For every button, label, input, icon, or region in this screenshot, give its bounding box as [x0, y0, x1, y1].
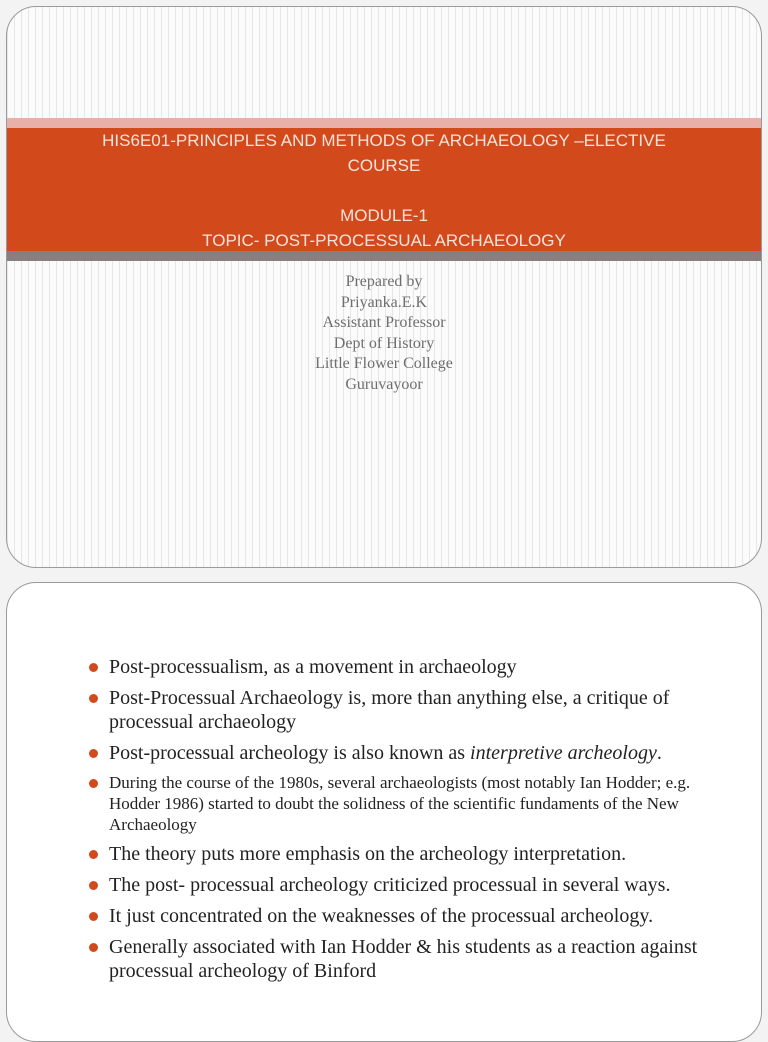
list-item: Post-processual archeology is also known as interpretive archeology.	[87, 741, 727, 765]
title-line-course-code: HIS6E01-PRINCIPLES AND METHODS OF ARCHAEOLOGY –ELECTIVE	[102, 131, 666, 150]
slide-2-content	[6, 582, 762, 1042]
list-item: The post- processual archeology criticized processual in several ways.	[87, 873, 727, 897]
title-band	[7, 128, 761, 257]
author-name: Priyanka.E.K	[340, 293, 428, 311]
bullet-icon	[89, 912, 98, 921]
list-item: Generally associated with Ian Hodder & his students as a reaction against processual archeology of Binford	[87, 935, 727, 983]
bullet-list	[87, 655, 727, 990]
bullet-icon	[89, 663, 98, 672]
author-department: Dept of History	[333, 334, 435, 352]
list-item: During the course of the 1980s, several archaeologists (most notably Ian Hodder; e.g. Hodder 1986) started to doubt the solidness of the scientific fundaments of the New Archaeology	[87, 772, 727, 835]
accent-band-top	[7, 118, 761, 128]
bullet-icon	[89, 943, 98, 952]
author-college: Little Flower College	[315, 355, 453, 372]
list-item: It just concentrated on the weaknesses of the processual archeology.	[87, 904, 727, 928]
title-line-topic: TOPIC- POST-PROCESSUAL ARCHAEOLOGY	[202, 231, 566, 250]
bullet-icon	[89, 881, 98, 890]
author-block	[7, 272, 761, 395]
prepared-by-label: Prepared by	[345, 273, 423, 290]
slide-1-title	[6, 6, 762, 568]
accent-band-bottom	[7, 251, 761, 261]
author-designation: Assistant Professor	[322, 314, 446, 331]
list-item: The theory puts more emphasis on the archeology interpretation.	[87, 842, 727, 866]
list-item: Post-processualism, as a movement in archaeology	[87, 655, 727, 679]
bullet-icon	[89, 694, 98, 703]
title-spacer	[7, 178, 761, 203]
title-line-course: COURSE	[347, 156, 421, 175]
bullet-icon	[89, 779, 98, 788]
list-item: Post-Processual Archaeology is, more than anything else, a critique of processual archaeology	[87, 686, 727, 734]
author-place: Guruvayoor	[345, 375, 423, 393]
bullet-icon	[89, 850, 98, 859]
title-line-module: MODULE-1	[340, 206, 428, 225]
bullet-icon	[89, 749, 98, 758]
